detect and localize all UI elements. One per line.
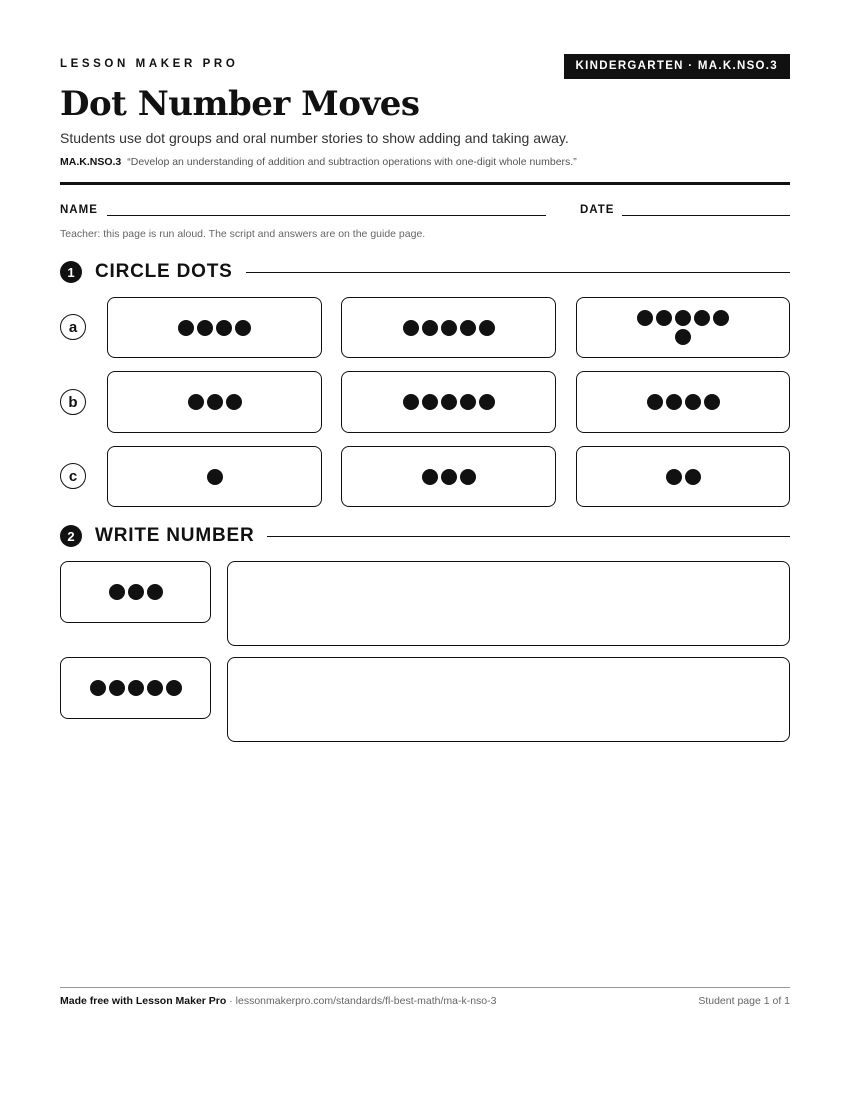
dot-group (109, 584, 163, 600)
dot (479, 320, 495, 336)
footer-divider (60, 987, 790, 988)
answer-box[interactable] (227, 657, 790, 742)
dot-group (422, 469, 476, 485)
dot-card[interactable] (341, 446, 556, 507)
standard-line (60, 156, 577, 168)
dot (666, 469, 682, 485)
dot-group (631, 310, 736, 345)
dot-card[interactable] (576, 371, 790, 433)
dot-group (207, 469, 223, 485)
dot-group (403, 320, 495, 336)
dot-group (178, 320, 251, 336)
brand-name: LESSON MAKER PRO (60, 58, 239, 70)
page-indicator: Student page 1 of 1 (698, 995, 790, 1007)
dot (704, 394, 720, 410)
standard-description: “Develop an understanding of addition and subtraction operations with one-digit whole numbers.” (127, 156, 577, 168)
row-letter-a: a (60, 314, 86, 340)
dot (147, 584, 163, 600)
dot (226, 394, 242, 410)
dot (207, 394, 223, 410)
dot-group (647, 394, 720, 410)
dot (441, 394, 457, 410)
dot-card (60, 561, 211, 623)
dot (166, 680, 182, 696)
section-number-badge: 1 (60, 261, 82, 283)
standard-code: MA.K.NSO.3 (60, 156, 122, 168)
dot-group (90, 680, 182, 696)
dot-card[interactable] (576, 297, 790, 358)
dot (147, 680, 163, 696)
dot (460, 394, 476, 410)
dot (666, 394, 682, 410)
dot (675, 329, 691, 345)
section-title: WRITE NUMBER (95, 525, 255, 546)
section-1-heading (60, 260, 790, 284)
row-letter-b: b (60, 389, 86, 415)
dot (479, 394, 495, 410)
dot (694, 310, 710, 326)
dot (460, 320, 476, 336)
dot (441, 320, 457, 336)
header-divider (60, 182, 790, 185)
dot-card[interactable] (107, 446, 322, 507)
date-field[interactable] (622, 215, 790, 216)
dot-card[interactable] (107, 297, 322, 358)
dot-card[interactable] (341, 297, 556, 358)
dot (207, 469, 223, 485)
dot (422, 469, 438, 485)
dot (128, 584, 144, 600)
dot (460, 469, 476, 485)
dot (90, 680, 106, 696)
dot (685, 469, 701, 485)
dot-card (60, 657, 211, 719)
answer-box[interactable] (227, 561, 790, 646)
dot-card[interactable] (107, 371, 322, 433)
dot (422, 320, 438, 336)
dot-group (403, 394, 495, 410)
footer-url[interactable]: · lessonmakerpro.com/standards/fl-best-math/ma-k-nso-3 (226, 995, 497, 1007)
dot (441, 469, 457, 485)
grade-standard-badge: KINDERGARTEN · MA.K.NSO.3 (564, 54, 790, 79)
dot (403, 394, 419, 410)
dot-group (188, 394, 242, 410)
footer-credit (60, 995, 497, 1007)
name-field[interactable] (107, 215, 546, 216)
dot (128, 680, 144, 696)
dot (403, 320, 419, 336)
dot (422, 394, 438, 410)
dot (216, 320, 232, 336)
section-2-heading (60, 524, 790, 548)
name-label: NAME (60, 204, 98, 216)
dot-card[interactable] (576, 446, 790, 507)
footer-made-with: Made free with Lesson Maker Pro (60, 995, 227, 1007)
dot (109, 584, 125, 600)
section-divider (267, 536, 790, 537)
dot (637, 310, 653, 326)
dot-card[interactable] (341, 371, 556, 433)
section-number-badge: 2 (60, 525, 82, 547)
dot-group (666, 469, 701, 485)
dot (647, 394, 663, 410)
dot (685, 394, 701, 410)
row-letter-c: c (60, 463, 86, 489)
teacher-note: Teacher: this page is run aloud. The script and answers are on the guide page. (60, 228, 426, 240)
dot (675, 310, 691, 326)
dot (656, 310, 672, 326)
dot (109, 680, 125, 696)
dot (713, 310, 729, 326)
worksheet-subtitle: Students use dot groups and oral number stories to show adding and taking away. (60, 130, 569, 146)
dot (178, 320, 194, 336)
dot (197, 320, 213, 336)
dot (188, 394, 204, 410)
section-divider (246, 272, 790, 273)
worksheet-title: Dot Number Moves (60, 84, 420, 124)
date-label: DATE (580, 204, 615, 216)
section-title: CIRCLE DOTS (95, 261, 233, 282)
dot (235, 320, 251, 336)
